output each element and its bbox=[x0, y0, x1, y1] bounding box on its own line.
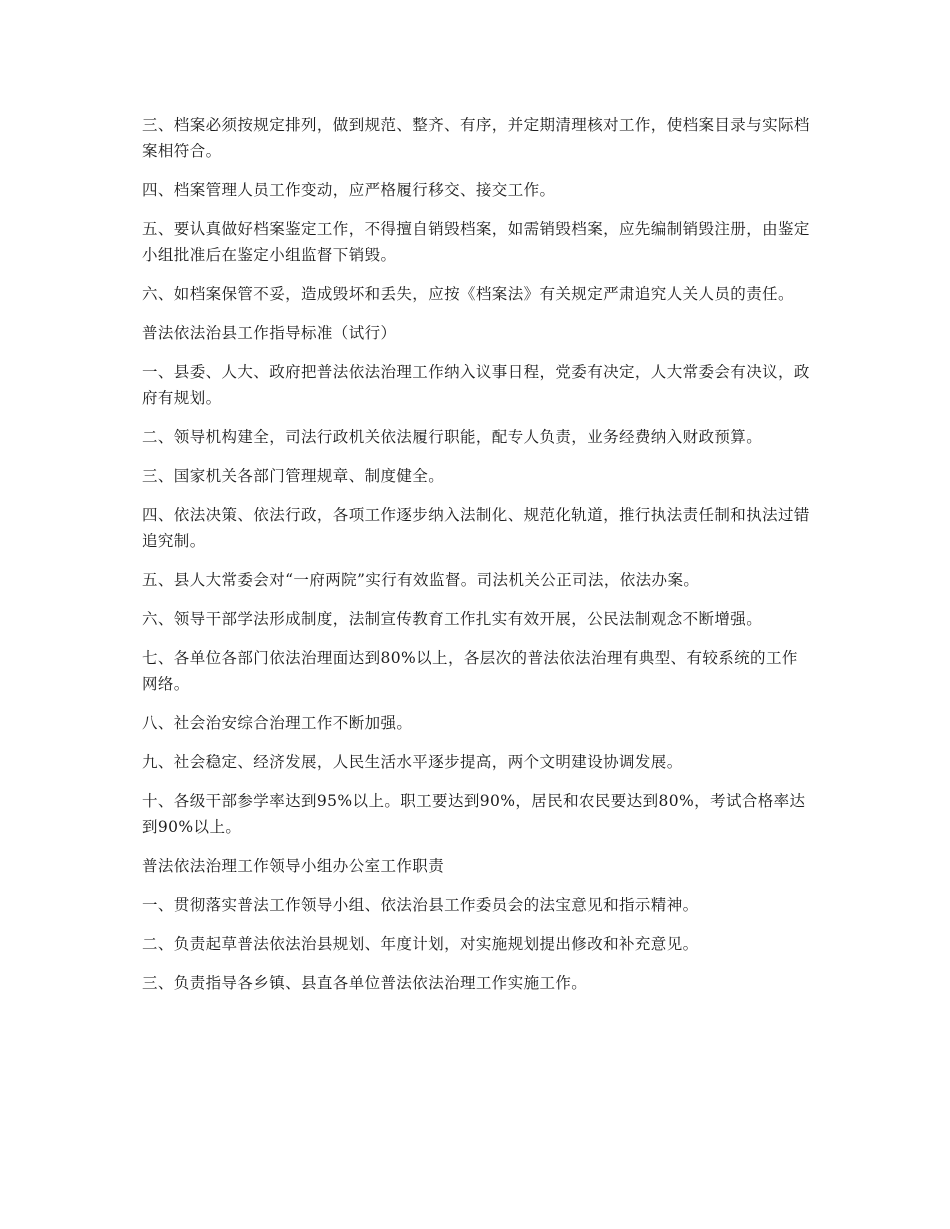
section-heading-office-duties: 普法依法治理工作领导小组办公室工作职责 bbox=[142, 857, 445, 875]
paragraph-archive-item-5: 五、要认真做好档案鉴定工作，不得擅自销毁档案，如需销毁档案，应先编制销毁注册，由鉴定小组批准后在鉴定小组监督下销毁。 bbox=[142, 220, 810, 264]
paragraph-duty-item-1: 一、贯彻落实普法工作领导小组、依法治县工作委员会的法宝意见和指示精神。 bbox=[142, 896, 699, 914]
paragraph-standard-item-6: 六、领导干部学法形成制度，法制宣传教育工作扎实有效开展，公民法制观念不断增强。 bbox=[142, 610, 763, 628]
paragraph-standard-item-4: 四、依法决策、依法行政，各项工作逐步纳入法制化、规范化轨道，推行执法责任制和执法过错追究制。 bbox=[142, 506, 810, 550]
paragraph-standard-item-10: 十、各级干部参学率达到95%以上。职工要达到90%，居民和农民要达到80%，考试合格率达到90%以上。 bbox=[142, 792, 806, 836]
paragraph-archive-item-6: 六、如档案保管不妥，造成毁坏和丢失，应按《档案法》有关规定严肃追究人关人员的责任。 bbox=[142, 285, 794, 303]
section-heading-guidance-standard: 普法依法治县工作指导标准（试行） bbox=[142, 324, 397, 342]
document-body bbox=[142, 112, 812, 1009]
paragraph-standard-item-9: 九、社会稳定、经济发展，人民生活水平逐步提高，两个文明建设协调发展。 bbox=[142, 753, 683, 771]
paragraph-duty-item-2: 二、负责起草普法依法治县规划、年度计划，对实施规划提出修改和补充意见。 bbox=[142, 935, 699, 953]
paragraph-standard-item-1: 一、县委、人大、政府把普法依法治理工作纳入议事日程，党委有决定，人大常委会有决议，政府有规划。 bbox=[142, 363, 810, 407]
paragraph-standard-item-5: 五、县人大常委会对“一府两院”实行有效监督。司法机关公正司法，依法办案。 bbox=[142, 571, 700, 589]
paragraph-duty-item-3: 三、负责指导各乡镇、县直各单位普法依法治理工作实施工作。 bbox=[142, 974, 588, 992]
paragraph-standard-item-7: 七、各单位各部门依法治理面达到80%以上，各层次的普法依法治理有典型、有较系统的工作网络。 bbox=[142, 649, 798, 693]
paragraph-standard-item-8: 八、社会治安综合治理工作不断加强。 bbox=[142, 714, 413, 732]
paragraph-standard-item-2: 二、领导机构建全，司法行政机关依法履行职能，配专人负责，业务经费纳入财政预算。 bbox=[142, 428, 763, 446]
paragraph-archive-item-3: 三、档案必须按规定排列，做到规范、整齐、有序，并定期清理核对工作，使档案目录与实际档案相符合。 bbox=[142, 116, 810, 160]
paragraph-standard-item-3: 三、国家机关各部门管理规章、制度健全。 bbox=[142, 467, 445, 485]
paragraph-archive-item-4: 四、档案管理人员工作变动，应严格履行移交、接交工作。 bbox=[142, 181, 556, 199]
